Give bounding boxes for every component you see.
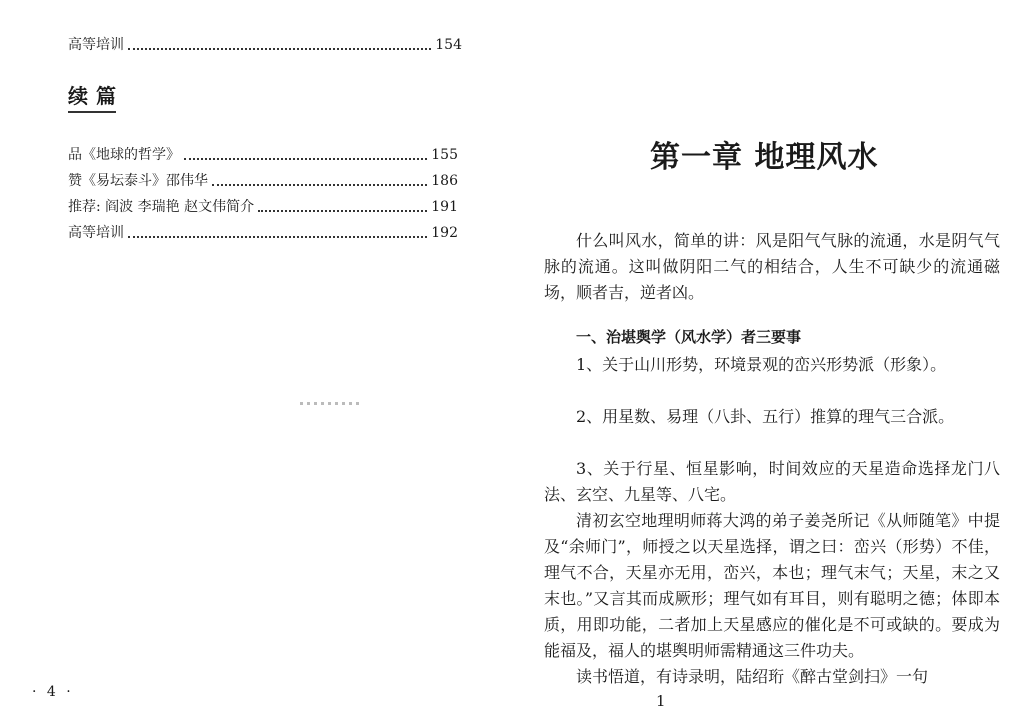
dot-leader xyxy=(212,184,427,186)
toc-page-number: 155 xyxy=(431,147,458,163)
toc-entry-title: 赞《易坛泰斗》邵伟华 xyxy=(68,173,208,189)
toc-entry-title: 高等培训 xyxy=(68,37,124,53)
toc-entry-title: 品《地球的哲学》 xyxy=(68,147,180,163)
dot-leader xyxy=(128,236,427,238)
scan-smudge xyxy=(300,402,360,405)
toc-page-number: 154 xyxy=(435,37,462,53)
body-paragraph-last: 读书悟道，有诗录明，陆绍珩《醉古堂剑扫》一句 xyxy=(576,667,929,686)
toc-page-number: 191 xyxy=(431,199,458,215)
point-paragraph: 1、关于山川形势，环境景观的峦兴形势派（形象）。 xyxy=(576,355,947,374)
dot-leader xyxy=(128,48,431,50)
section-subheading: 一、治堪舆学（风水学）者三要事 xyxy=(576,328,802,346)
toc-entry xyxy=(68,146,458,164)
body-paragraph: 清初玄空地理明师蒋大鸿的弟子姜尧所记《从师随笔》中提及“余师门”，师授之以天星选择，谓之曰：峦兴（形势）不佳，理气不合，天星亦无用，峦兴，本也；理气末气；天星，末之又末也。”又言其而成厥形；理气如有耳目，则有聪明之德；体即本质，用即功能，二者加上天星感应的催化是不可或缺的。要成为能福及，福人的堪舆明师需精通这三件功夫。 xyxy=(544,511,1000,660)
toc-entry xyxy=(68,224,458,242)
intro-paragraph: 什么叫风水，简单的讲：风是阳气气脉的流通，水是阴气气脉的流通。这叫做阴阳二气的相结合，人生不可缺少的流通磁场，顺者吉，逆者凶。 xyxy=(544,231,1000,302)
page-folio: 1 xyxy=(656,692,666,710)
toc-entry-title: 高等培训 xyxy=(68,225,124,241)
right-page xyxy=(512,0,1024,724)
toc-entry-title: 推荐: 阎波 李瑞艳 赵文伟简介 xyxy=(68,199,255,215)
chapter-title: 第一章 地理风水 xyxy=(650,140,879,175)
section-title: 续篇 xyxy=(68,80,124,109)
toc-page-number: 186 xyxy=(431,173,458,189)
page-folio: · 4 · xyxy=(32,684,74,700)
dot-leader xyxy=(184,158,427,160)
point-paragraph: 2、用星数、易理（八卦、五行）推算的理气三合派。 xyxy=(576,407,955,426)
toc-page-number: 192 xyxy=(431,225,458,241)
dot-leader xyxy=(258,210,427,212)
toc-entry-top xyxy=(68,36,462,54)
toc-entry xyxy=(68,198,458,216)
toc-entry xyxy=(68,172,458,190)
point-paragraph: 3、关于行星、恒星影响，时间效应的天星造命选择龙门八法、玄空、九星等、八宅。 xyxy=(544,459,1000,504)
